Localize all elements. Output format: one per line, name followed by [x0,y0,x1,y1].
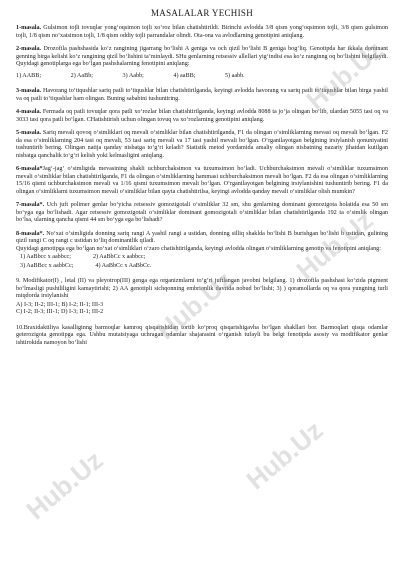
problem-4 [16,109,388,124]
problem-label: 5-masala. [16,130,42,136]
page-title: MASALALAR YECHISH [150,8,254,18]
options-row [20,254,388,262]
choice-item: A) I-3; II-2; III-1 [16,301,59,308]
problem-label: 2-masala. [16,46,42,52]
watermark-logo: Hub.Uz [300,34,389,116]
problem-label: 9. [16,278,21,284]
problem-text: Jag‘-jag‘ o‘simligida mevasining shakli uchburchaksimon va tuxumsimon bo‘ladi. Uchburchaksimon mevali o‘simliklar tuxumsimon mevali o‘simliklar bilan chatishtirilganda, F1 da olingan o‘simliklarning hammasi uchburchaksimon mevali bo‘lgan. F2 da esa olingan o‘simliklarning 15/16 qismi uchburchaksimon mevali va 1/16 qismi tuxumsimon mevali bo‘lgan. O‘rganilayotgan belgining irsiylanishini tushuntirib bering. F1 da olingan o‘simliklarni tuxumsimon mevali o‘simliklar bilan qayta chatishtirilsa, keyingi avlodda qanday mevali o‘simliklar olish mumkin? [16,166,388,195]
problem-label: 4-masala. [16,109,42,115]
watermark-logo: Hub.Uz [20,444,109,526]
watermark-logo: Hub.Uz [240,414,329,496]
problem-label: 6-masala* [16,166,43,172]
problem-text: Uch juft polimer genlar bo‘yicha retsessiv gomozigotali o‘simliklar 32 sm, shu genlarning dominant gomozigota holatida esa 50 sm bo‘yga ega bo‘lishadi. Agar retsessiv gomozigotali o‘simliklar dominant gomozigotali o‘simliklar bilan chatishtirilganda 192 ta o‘simlik olingan bo‘lsa, ularning qancha qismi 44 sm bo‘yga ega bo‘lishadi? [16,202,388,223]
problem-text: Braxidaktiliya kasalliginng barmoqlar kamroq qisqarishidan tortib ko‘proq qisqarishigavha bo‘lgan shakllari bor. Barmoqlari qisqa odamlar geterozigota genotipga ega. Ushbu mutatsiyaga uchragan odamlar shajarasini o‘rganish tufayli bu belgi fenotipda asosiy va modifikator genlar ishtirokida namoyon bo‘lishi [16,324,388,346]
problem-5 [16,130,388,160]
problem-label: 7-masala*. [16,202,45,208]
watermark-logo: Hub.Uz [290,204,379,286]
problem-label: 1-masala. [16,25,42,31]
problem-text: Modifikator(I) , letal (II) va pleyotrop(III) genga ega organizmlarni to‘g‘ri juftlangan javobni belgilang. 1) drozofila pashshasi ko‘zida pigment bo‘lmasligi pushtliligini kamaytirishi; 2) AA genotipli sichqonning embrionlik davrida nobud bo‘lishi; 3) ) qoramollarda oq va qora yungning turli miqdorda irsiylanishi [16,278,388,299]
problem-label: 10. [16,324,24,331]
choice-item: B) I-2; II-1; III-3 [61,301,104,308]
problem-2-options [16,73,388,81]
option-item: 4) AaBbCc x AaBbCc. [95,262,152,269]
option-item: 5) aabb. [224,72,245,79]
problem-8-options [16,254,388,270]
problem-9-choices [16,302,388,317]
option-item: 1) AaBbcc x aabbcc; [20,254,71,260]
problem-9 [16,278,388,301]
problem-1 [16,25,388,40]
problem-10 [16,325,388,348]
problem-7 [16,202,388,225]
option-item: 1) AABB; [16,72,42,79]
options-row [20,263,388,271]
option-item: 4) aaBB; [173,72,196,79]
problem-text: No‘xat o‘simligida donning sariq rangi A yashil rangi a ustidan, donning silliq shaklda bo‘lishi B burishgan bo‘lishi b ustidan, gulining qizil rangi C oq rangi c ustidan to‘liq dominantlik qiladi. Quyidagi genotipga ega bo‘lgan no‘xat o‘simliklari o‘zaro chatishtirilganda, keyingi avlodda olingan o‘simliklarning genotip va fenotipini aniqlang: [16,230,388,252]
option-item: 3) Aabb; [122,72,144,79]
choices-row: C) I-2; II-3; III-1; D) I-3; II-1; III-2 [16,309,104,315]
problem-text: Drozofila pashshasida ko‘z rangining jigarrang bo‘lishi A geniga va och qizil bo‘lishi B geniga bog‘liq. Genotipda har ikkala dominant genning birga kelishi ko‘z rangining qizil bo‘lishini ta’minlaydi. SHu genlarning retsessiv allellari yig‘indisi esa ko‘z ranginng oq bo‘lishini belgilaydi. Quyidagi genotiplarga ega bo‘lgan pashshalarning fenotipini aniqlang: [16,46,389,67]
problem-3 [16,88,388,103]
problem-label: 8-masala*. [16,230,45,237]
problem-text: Fermada oq patli tovuqlar qora patli xo‘rozlar bilan chatishtirilganda, keyingi avlodda 8088 ta jo‘ja olingan bo‘lib, ulardan 5055 tasi oq va 3033 tasi qora patli bo‘lgan. CHatishtirish uchun olingan tovuq va xo‘rozlarning genotipini aniqlang. [16,109,388,123]
choice-item: D) I-3; II-1; III-2 [61,309,104,315]
problem-label: 3-masala. [16,88,42,94]
problem-text: Havorang to‘tiqushlar sariq patli to‘tiqushlar bilan chatishtirilganda, keyingi avlodda havorang va sariq patli to‘tiqushlar bilan birga yashil va oq patli to‘tiqushlar ham olingan. Buning sababini tushuntiring. [16,88,388,102]
choices-row: A) I-3; II-2; III-1; B) I-2; II-1; III-3 [16,301,104,308]
option-item: 2) AaBbCc x aabbcc; [92,254,146,260]
choice-item: C) I-2; II-3; III-1 [16,309,58,315]
problem-8 [16,231,388,254]
problem-2 [16,46,388,69]
problem-6 [16,166,388,196]
option-item: 3) AaBBcc x aabbCc; [20,262,74,269]
problem-text: Sariq mevali qovoq o‘simliklari oq mevali o‘simliklar bilan chatishtirilganda, F1 da olingan o‘simliklarning mevasi oq mevali bo‘lgan. F2 da esa o‘simliklarning 204 tasi oq mevali, 53 tasi sariq mevali va 17 tasi yashil mevali bo‘lgan. O‘rganilayotgan belgining irsiylanish qonuniyatini tushuntirib bering. Olingan natija qanday nisbatga to‘g‘ri keladi? Statistik metod yordamida amaliy olingan nisbatning nazariy jihatdan kutilgan nisbatga qanchalik to‘g‘ri kelish yoki kelmasligini aniqlang. [16,130,388,159]
watermark-logo: Hub.Uz [150,264,239,346]
problem-text: Gulsimon tojli tovuqlar yong‘oqsimon tojli xo‘roz bilan chatishtirildi. Birinchi avlodda 3/8 qism yong‘oqsimon tojli, 3/8 qism gulsimon tojli, 1/8 qism no‘xatsimon tojli, 1/8 qism oddiy tojli parrandalar olindi. Ota-ona va avlodlarning genotipini aniqlang. [16,25,388,39]
option-item: 2) AaBb; [70,72,93,79]
